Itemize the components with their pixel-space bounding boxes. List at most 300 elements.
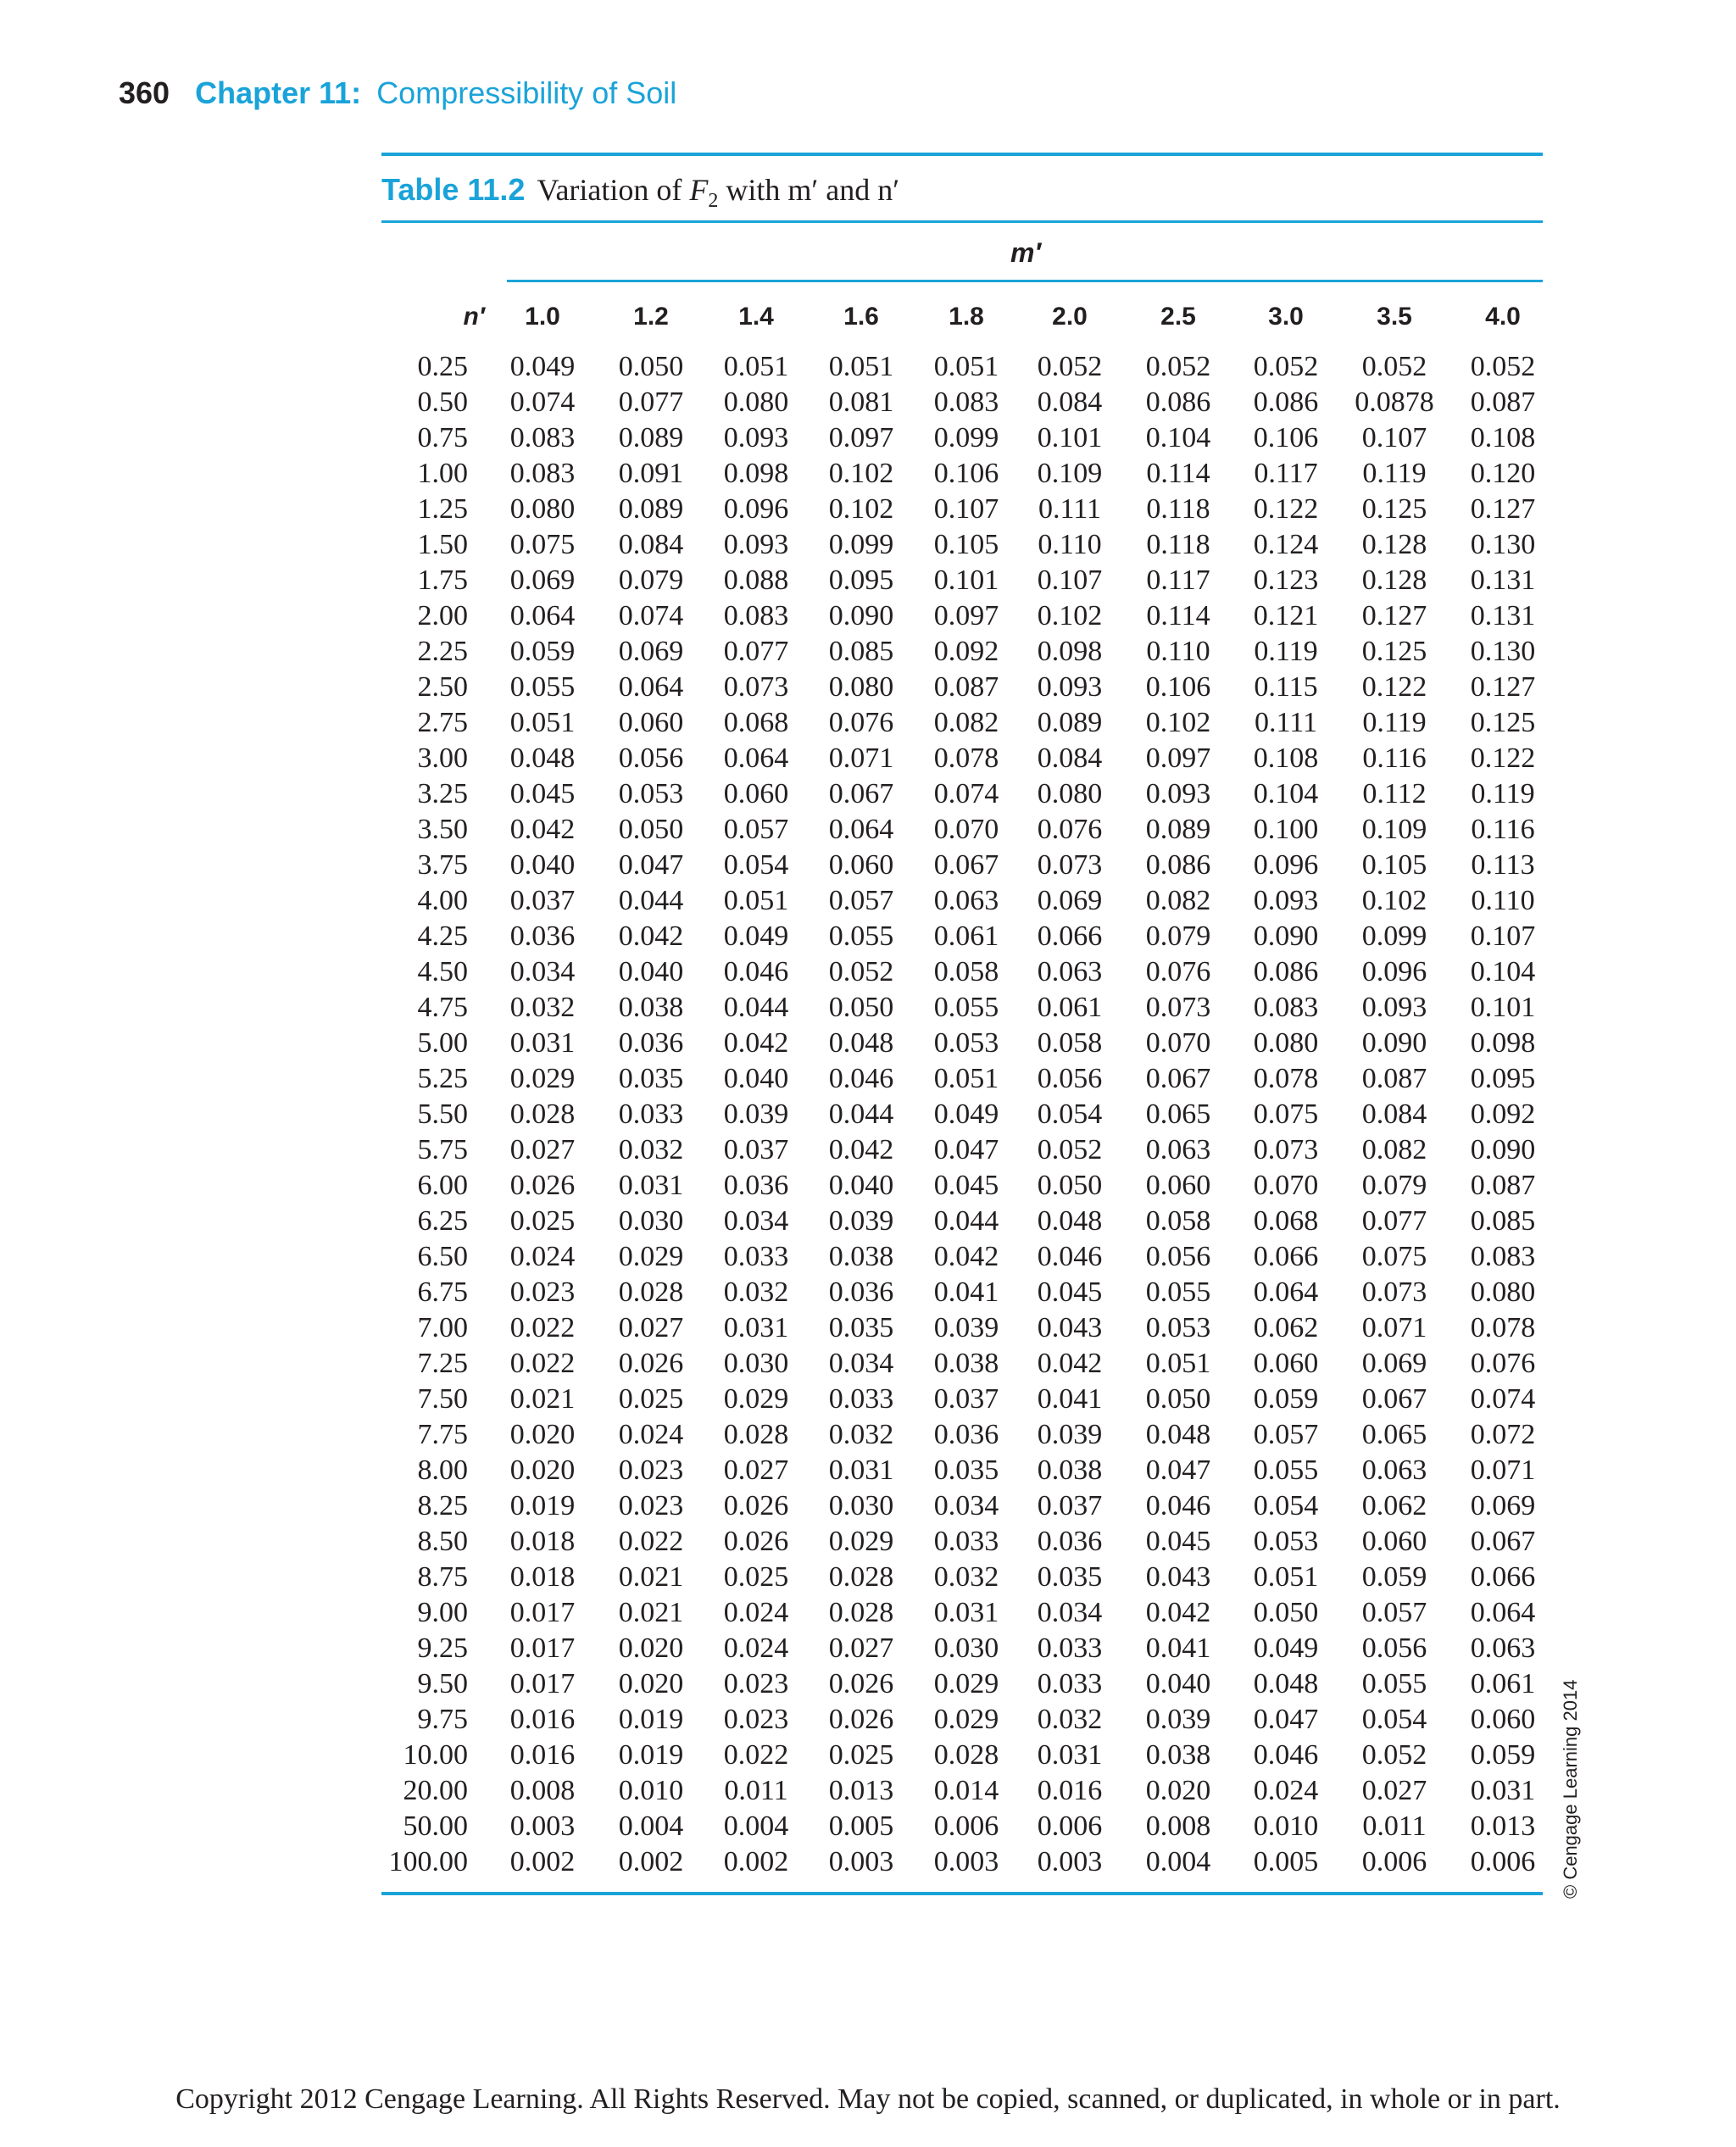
f2-value-cell: 0.076 bbox=[1145, 956, 1211, 987]
f2-value-cell: 0.063 bbox=[1037, 956, 1103, 987]
f2-value-cell: 0.073 bbox=[723, 671, 789, 703]
f2-value-cell: 0.036 bbox=[509, 921, 576, 952]
table-row bbox=[0, 1239, 1736, 1275]
f2-value-cell: 0.040 bbox=[509, 849, 576, 881]
column-header: 1.6 bbox=[843, 303, 879, 331]
f2-value-cell: 0.096 bbox=[723, 493, 789, 525]
f2-value-cell: 0.055 bbox=[933, 992, 999, 1023]
f2-value-cell: 0.025 bbox=[723, 1561, 789, 1593]
f2-value-cell: 0.069 bbox=[1361, 1348, 1427, 1379]
f2-value-cell: 0.083 bbox=[1470, 1241, 1536, 1272]
f2-value-cell: 0.128 bbox=[1361, 565, 1427, 596]
f2-value-cell: 0.060 bbox=[1470, 1704, 1536, 1735]
column-header: 3.0 bbox=[1268, 303, 1304, 331]
f2-value-cell: 0.069 bbox=[1470, 1490, 1536, 1521]
n-prime-cell: 9.00 bbox=[417, 1597, 468, 1628]
table-row bbox=[0, 1738, 1736, 1773]
f2-value-cell: 0.026 bbox=[828, 1704, 894, 1735]
f2-value-cell: 0.081 bbox=[828, 387, 894, 418]
f2-value-cell: 0.051 bbox=[933, 1063, 999, 1094]
f2-value-cell: 0.055 bbox=[1145, 1277, 1211, 1308]
f2-value-cell: 0.035 bbox=[933, 1455, 999, 1486]
f2-value-cell: 0.078 bbox=[933, 743, 999, 774]
f2-value-cell: 0.111 bbox=[1038, 493, 1101, 525]
f2-value-cell: 0.027 bbox=[618, 1312, 684, 1343]
n-prime-cell: 2.75 bbox=[417, 707, 468, 738]
f2-value-cell: 0.055 bbox=[1361, 1668, 1427, 1699]
f2-value-cell: 0.057 bbox=[1361, 1597, 1427, 1628]
f2-value-cell: 0.032 bbox=[509, 992, 576, 1023]
f2-value-cell: 0.087 bbox=[1470, 387, 1536, 418]
f2-value-cell: 0.051 bbox=[1145, 1348, 1211, 1379]
f2-value-cell: 0.114 bbox=[1146, 600, 1210, 631]
f2-value-cell: 0.108 bbox=[1470, 422, 1536, 453]
f2-value-cell: 0.086 bbox=[1145, 387, 1211, 418]
f2-value-cell: 0.124 bbox=[1253, 529, 1319, 560]
table-row bbox=[0, 349, 1736, 385]
f2-value-cell: 0.055 bbox=[828, 921, 894, 952]
f2-value-cell: 0.080 bbox=[1470, 1277, 1536, 1308]
f2-value-cell: 0.035 bbox=[1037, 1561, 1103, 1593]
table-row bbox=[0, 1132, 1736, 1168]
chapter-title: Compressibility of Soil bbox=[376, 75, 677, 110]
f2-value-cell: 0.030 bbox=[618, 1205, 684, 1237]
f2-value-cell: 0.039 bbox=[1145, 1704, 1211, 1735]
f2-value-cell: 0.055 bbox=[509, 671, 576, 703]
f2-value-cell: 0.063 bbox=[1361, 1455, 1427, 1486]
table-bottom-rule bbox=[381, 1892, 1543, 1895]
f2-value-cell: 0.122 bbox=[1470, 743, 1536, 774]
f2-value-cell: 0.084 bbox=[1361, 1099, 1427, 1130]
f2-value-cell: 0.026 bbox=[618, 1348, 684, 1379]
table-row bbox=[0, 456, 1736, 492]
f2-value-cell: 0.092 bbox=[933, 636, 999, 667]
f2-value-cell: 0.067 bbox=[1145, 1063, 1211, 1094]
f2-value-cell: 0.092 bbox=[1470, 1099, 1536, 1130]
f2-value-cell: 0.050 bbox=[618, 814, 684, 845]
table-row bbox=[0, 598, 1736, 634]
f2-value-cell: 0.083 bbox=[509, 422, 576, 453]
f2-value-cell: 0.021 bbox=[618, 1597, 684, 1628]
f2-value-cell: 0.004 bbox=[618, 1810, 684, 1842]
f2-value-cell: 0.057 bbox=[1253, 1419, 1319, 1450]
f2-value-cell: 0.096 bbox=[1253, 849, 1319, 881]
f2-value-cell: 0.006 bbox=[1470, 1846, 1536, 1877]
f2-value-cell: 0.054 bbox=[723, 849, 789, 881]
f2-value-cell: 0.029 bbox=[618, 1241, 684, 1272]
f2-value-cell: 0.029 bbox=[723, 1383, 789, 1415]
f2-value-cell: 0.052 bbox=[1470, 351, 1536, 382]
f2-value-cell: 0.031 bbox=[509, 1027, 576, 1059]
n-prime-cell: 3.25 bbox=[417, 778, 468, 809]
table-row bbox=[0, 919, 1736, 954]
f2-value-cell: 0.044 bbox=[828, 1099, 894, 1130]
f2-value-cell: 0.106 bbox=[1145, 671, 1211, 703]
n-prime-cell: 7.25 bbox=[417, 1348, 468, 1379]
column-header: 2.5 bbox=[1160, 303, 1196, 331]
f2-value-cell: 0.074 bbox=[618, 600, 684, 631]
f2-value-cell: 0.117 bbox=[1254, 458, 1318, 489]
n-prime-cell: 6.00 bbox=[417, 1170, 468, 1201]
f2-value-cell: 0.093 bbox=[723, 422, 789, 453]
f2-value-cell: 0.089 bbox=[1145, 814, 1211, 845]
f2-value-cell: 0.032 bbox=[618, 1134, 684, 1165]
f2-value-cell: 0.047 bbox=[1145, 1455, 1211, 1486]
f2-value-cell: 0.032 bbox=[723, 1277, 789, 1308]
f2-value-cell: 0.122 bbox=[1361, 671, 1427, 703]
f2-value-cell: 0.029 bbox=[828, 1526, 894, 1557]
f2-value-cell: 0.061 bbox=[1470, 1668, 1536, 1699]
n-prime-cell: 6.50 bbox=[417, 1241, 468, 1272]
f2-value-cell: 0.004 bbox=[1145, 1846, 1211, 1877]
f2-value-cell: 0.024 bbox=[723, 1597, 789, 1628]
f2-value-cell: 0.023 bbox=[509, 1277, 576, 1308]
table-row bbox=[0, 634, 1736, 670]
f2-value-cell: 0.047 bbox=[1253, 1704, 1319, 1735]
f2-value-cell: 0.065 bbox=[1145, 1099, 1211, 1130]
f2-value-cell: 0.069 bbox=[509, 565, 576, 596]
f2-value-cell: 0.097 bbox=[933, 600, 999, 631]
f2-value-cell: 0.087 bbox=[1470, 1170, 1536, 1201]
f2-value-cell: 0.110 bbox=[1146, 636, 1210, 667]
f2-value-cell: 0.041 bbox=[1037, 1383, 1103, 1415]
f2-value-cell: 0.011 bbox=[724, 1775, 788, 1806]
table-row bbox=[0, 385, 1736, 420]
f2-value-cell: 0.040 bbox=[723, 1063, 789, 1094]
f2-value-cell: 0.131 bbox=[1470, 600, 1536, 631]
f2-value-cell: 0.046 bbox=[1145, 1490, 1211, 1521]
f2-value-cell: 0.024 bbox=[618, 1419, 684, 1450]
f2-value-cell: 0.042 bbox=[509, 814, 576, 845]
f2-value-cell: 0.030 bbox=[828, 1490, 894, 1521]
f2-value-cell: 0.125 bbox=[1361, 493, 1427, 525]
f2-value-cell: 0.028 bbox=[618, 1277, 684, 1308]
f2-value-cell: 0.050 bbox=[1145, 1383, 1211, 1415]
f2-value-cell: 0.078 bbox=[1470, 1312, 1536, 1343]
f2-value-cell: 0.034 bbox=[828, 1348, 894, 1379]
f2-value-cell: 0.042 bbox=[1145, 1597, 1211, 1628]
f2-value-cell: 0.017 bbox=[509, 1632, 576, 1664]
table-row bbox=[0, 812, 1736, 848]
f2-value-cell: 0.035 bbox=[618, 1063, 684, 1094]
f2-value-cell: 0.080 bbox=[1253, 1027, 1319, 1059]
f2-value-cell: 0.029 bbox=[933, 1704, 999, 1735]
copyright-footer: Copyright 2012 Cengage Learning. All Rights Reserved. May not be copied, scanned, or duplicated, in whole or in part. bbox=[175, 2083, 1561, 2115]
table-row bbox=[0, 705, 1736, 741]
f2-value-cell: 0.020 bbox=[618, 1632, 684, 1664]
f2-value-cell: 0.057 bbox=[828, 885, 894, 916]
f2-value-cell: 0.084 bbox=[1037, 387, 1103, 418]
f2-value-cell: 0.053 bbox=[618, 778, 684, 809]
f2-value-cell: 0.093 bbox=[1361, 992, 1427, 1023]
f2-value-cell: 0.097 bbox=[1145, 743, 1211, 774]
f2-value-cell: 0.051 bbox=[723, 885, 789, 916]
caption-rule bbox=[381, 220, 1543, 223]
n-prime-cell: 6.25 bbox=[417, 1205, 468, 1237]
f2-value-cell: 0.031 bbox=[933, 1597, 999, 1628]
f2-value-cell: 0.026 bbox=[509, 1170, 576, 1201]
f2-value-cell: 0.083 bbox=[1253, 992, 1319, 1023]
n-prime-cell: 6.75 bbox=[417, 1277, 468, 1308]
f2-value-cell: 0.003 bbox=[509, 1810, 576, 1842]
f2-value-cell: 0.121 bbox=[1253, 600, 1319, 631]
table-row bbox=[0, 1204, 1736, 1239]
f2-value-cell: 0.116 bbox=[1471, 814, 1535, 845]
n-prime-cell: 3.75 bbox=[417, 849, 468, 881]
f2-value-cell: 0.008 bbox=[509, 1775, 576, 1806]
f2-value-cell: 0.060 bbox=[618, 707, 684, 738]
f2-value-cell: 0.020 bbox=[1145, 1775, 1211, 1806]
table-row bbox=[0, 1844, 1736, 1880]
f2-value-cell: 0.040 bbox=[618, 956, 684, 987]
f2-value-cell: 0.056 bbox=[1145, 1241, 1211, 1272]
f2-value-cell: 0.069 bbox=[618, 636, 684, 667]
n-prime-cell: 1.25 bbox=[417, 493, 468, 525]
table-row bbox=[0, 563, 1736, 598]
table-row bbox=[0, 848, 1736, 883]
f2-value-cell: 0.071 bbox=[1361, 1312, 1427, 1343]
f2-value-cell: 0.107 bbox=[1361, 422, 1427, 453]
f2-value-cell: 0.028 bbox=[828, 1561, 894, 1593]
table-row bbox=[0, 1097, 1736, 1132]
f2-value-cell: 0.089 bbox=[618, 493, 684, 525]
f2-value-cell: 0.037 bbox=[509, 885, 576, 916]
table-row bbox=[0, 1560, 1736, 1595]
f2-value-cell: 0.039 bbox=[933, 1312, 999, 1343]
f2-value-cell: 0.052 bbox=[1361, 351, 1427, 382]
f2-value-cell: 0.005 bbox=[828, 1810, 894, 1842]
f2-value-cell: 0.125 bbox=[1361, 636, 1427, 667]
f2-value-cell: 0.118 bbox=[1146, 529, 1210, 560]
f2-value-cell: 0.040 bbox=[828, 1170, 894, 1201]
f2-value-cell: 0.044 bbox=[618, 885, 684, 916]
table-row bbox=[0, 1809, 1736, 1844]
f2-value-cell: 0.064 bbox=[828, 814, 894, 845]
f2-value-cell: 0.064 bbox=[1470, 1597, 1536, 1628]
f2-value-cell: 0.027 bbox=[723, 1455, 789, 1486]
f2-value-cell: 0.082 bbox=[1361, 1134, 1427, 1165]
f2-value-cell: 0.023 bbox=[618, 1455, 684, 1486]
f2-value-cell: 0.050 bbox=[618, 351, 684, 382]
n-prime-cell: 7.00 bbox=[417, 1312, 468, 1343]
f2-value-cell: 0.050 bbox=[1253, 1597, 1319, 1628]
f2-value-cell: 0.008 bbox=[1145, 1810, 1211, 1842]
f2-value-cell: 0.102 bbox=[828, 458, 894, 489]
f2-value-cell: 0.045 bbox=[1145, 1526, 1211, 1557]
caption-text: Variation of bbox=[537, 173, 690, 207]
table-row bbox=[0, 1061, 1736, 1097]
f2-value-cell: 0.028 bbox=[828, 1597, 894, 1628]
f2-value-cell: 0.060 bbox=[1145, 1170, 1211, 1201]
f2-value-cell: 0.016 bbox=[1037, 1775, 1103, 1806]
caption-rest: with m′ and n′ bbox=[718, 173, 900, 207]
table-row bbox=[0, 1453, 1736, 1488]
column-header: 4.0 bbox=[1485, 303, 1521, 331]
n-prime-cell: 7.50 bbox=[417, 1383, 468, 1415]
f2-value-cell: 0.087 bbox=[933, 671, 999, 703]
f2-value-cell: 0.082 bbox=[1145, 885, 1211, 916]
f2-value-cell: 0.037 bbox=[723, 1134, 789, 1165]
f2-value-cell: 0.073 bbox=[1145, 992, 1211, 1023]
f2-value-cell: 0.060 bbox=[1361, 1526, 1427, 1557]
f2-value-cell: 0.102 bbox=[1037, 600, 1103, 631]
f2-value-cell: 0.051 bbox=[723, 351, 789, 382]
f2-value-cell: 0.122 bbox=[1253, 493, 1319, 525]
n-prime-cell: 0.75 bbox=[417, 422, 468, 453]
f2-value-cell: 0.048 bbox=[828, 1027, 894, 1059]
f2-value-cell: 0.033 bbox=[933, 1526, 999, 1557]
f2-value-cell: 0.036 bbox=[1037, 1526, 1103, 1557]
f2-value-cell: 0.022 bbox=[723, 1739, 789, 1771]
f2-value-cell: 0.076 bbox=[1037, 814, 1103, 845]
f2-value-cell: 0.049 bbox=[933, 1099, 999, 1130]
n-prime-cell: 2.50 bbox=[417, 671, 468, 703]
f2-value-cell: 0.105 bbox=[933, 529, 999, 560]
f2-value-cell: 0.018 bbox=[509, 1561, 576, 1593]
column-header-row bbox=[0, 298, 1736, 336]
f2-value-cell: 0.118 bbox=[1146, 493, 1210, 525]
f2-value-cell: 0.065 bbox=[1361, 1419, 1427, 1450]
f2-value-cell: 0.005 bbox=[1253, 1846, 1319, 1877]
n-prime-cell: 8.50 bbox=[417, 1526, 468, 1557]
f2-value-cell: 0.013 bbox=[828, 1775, 894, 1806]
f2-value-cell: 0.112 bbox=[1362, 778, 1427, 809]
n-prime-cell: 5.75 bbox=[417, 1134, 468, 1165]
f2-value-cell: 0.064 bbox=[723, 743, 789, 774]
side-credit bbox=[1556, 1679, 1590, 2102]
f2-value-cell: 0.056 bbox=[1361, 1632, 1427, 1664]
f2-value-cell: 0.022 bbox=[509, 1348, 576, 1379]
f2-value-cell: 0.080 bbox=[723, 387, 789, 418]
table-row bbox=[0, 1168, 1736, 1204]
f2-value-cell: 0.066 bbox=[1470, 1561, 1536, 1593]
f2-value-cell: 0.021 bbox=[509, 1383, 576, 1415]
f2-value-cell: 0.068 bbox=[1253, 1205, 1319, 1237]
f2-value-cell: 0.002 bbox=[618, 1846, 684, 1877]
f2-value-cell: 0.039 bbox=[828, 1205, 894, 1237]
f2-value-cell: 0.058 bbox=[1037, 1027, 1103, 1059]
f2-value-cell: 0.045 bbox=[933, 1170, 999, 1201]
column-header: 1.8 bbox=[949, 303, 984, 331]
f2-value-cell: 0.056 bbox=[618, 743, 684, 774]
f2-value-cell: 0.031 bbox=[723, 1312, 789, 1343]
f2-value-cell: 0.104 bbox=[1253, 778, 1319, 809]
f2-value-cell: 0.038 bbox=[933, 1348, 999, 1379]
f2-value-cell: 0.032 bbox=[933, 1561, 999, 1593]
f2-value-cell: 0.074 bbox=[933, 778, 999, 809]
f2-value-cell: 0.053 bbox=[1253, 1526, 1319, 1557]
f2-value-cell: 0.079 bbox=[1361, 1170, 1427, 1201]
f2-value-cell: 0.080 bbox=[828, 671, 894, 703]
f2-value-cell: 0.086 bbox=[1253, 956, 1319, 987]
f2-value-cell: 0.064 bbox=[1253, 1277, 1319, 1308]
f2-value-cell: 0.107 bbox=[933, 493, 999, 525]
table-row bbox=[0, 670, 1736, 705]
f2-value-cell: 0.042 bbox=[1037, 1348, 1103, 1379]
f2-value-cell: 0.048 bbox=[1037, 1205, 1103, 1237]
f2-value-cell: 0.014 bbox=[933, 1775, 999, 1806]
f2-value-cell: 0.073 bbox=[1253, 1134, 1319, 1165]
f2-value-cell: 0.031 bbox=[828, 1455, 894, 1486]
column-header: 1.4 bbox=[738, 303, 774, 331]
f2-value-cell: 0.025 bbox=[618, 1383, 684, 1415]
f2-value-cell: 0.049 bbox=[1253, 1632, 1319, 1664]
f2-value-cell: 0.036 bbox=[618, 1027, 684, 1059]
f2-value-cell: 0.051 bbox=[828, 351, 894, 382]
table-row bbox=[0, 1310, 1736, 1346]
n-prime-cell: 8.25 bbox=[417, 1490, 468, 1521]
f2-value-cell: 0.082 bbox=[933, 707, 999, 738]
f2-value-cell: 0.016 bbox=[509, 1704, 576, 1735]
f2-value-cell: 0.013 bbox=[1470, 1810, 1536, 1842]
f2-value-cell: 0.078 bbox=[1253, 1063, 1319, 1094]
f2-value-cell: 0.098 bbox=[1470, 1027, 1536, 1059]
f2-value-cell: 0.022 bbox=[618, 1526, 684, 1557]
f2-value-cell: 0.120 bbox=[1470, 458, 1536, 489]
f2-value-cell: 0.020 bbox=[509, 1419, 576, 1450]
table-caption bbox=[381, 171, 899, 220]
f2-value-cell: 0.033 bbox=[723, 1241, 789, 1272]
f2-value-cell: 0.071 bbox=[1470, 1455, 1536, 1486]
f2-value-cell: 0.119 bbox=[1362, 707, 1427, 738]
f2-value-cell: 0.087 bbox=[1361, 1063, 1427, 1094]
f2-value-cell: 0.075 bbox=[1361, 1241, 1427, 1272]
f2-value-cell: 0.052 bbox=[1361, 1739, 1427, 1771]
f2-value-cell: 0.031 bbox=[1470, 1775, 1536, 1806]
f2-value-cell: 0.063 bbox=[1470, 1632, 1536, 1664]
f2-value-cell: 0.080 bbox=[1037, 778, 1103, 809]
f2-value-cell: 0.042 bbox=[618, 921, 684, 952]
f2-value-cell: 0.048 bbox=[509, 743, 576, 774]
f2-value-cell: 0.060 bbox=[723, 778, 789, 809]
side-credit-text: © Cengage Learning 2014 bbox=[1560, 1679, 1581, 1899]
f2-value-cell: 0.131 bbox=[1470, 565, 1536, 596]
f2-value-cell: 0.052 bbox=[828, 956, 894, 987]
f2-value-cell: 0.070 bbox=[933, 814, 999, 845]
f2-value-cell: 0.110 bbox=[1471, 885, 1535, 916]
f2-value-cell: 0.022 bbox=[509, 1312, 576, 1343]
f2-value-cell: 0.017 bbox=[509, 1597, 576, 1628]
f2-value-cell: 0.119 bbox=[1254, 636, 1318, 667]
f2-value-cell: 0.067 bbox=[1361, 1383, 1427, 1415]
f2-value-cell: 0.099 bbox=[828, 529, 894, 560]
f2-value-cell: 0.091 bbox=[618, 458, 684, 489]
f2-value-cell: 0.037 bbox=[933, 1383, 999, 1415]
n-prime-cell: 1.75 bbox=[417, 565, 468, 596]
page-header bbox=[119, 75, 676, 112]
f2-value-cell: 0.054 bbox=[1361, 1704, 1427, 1735]
n-prime-cell: 1.50 bbox=[417, 529, 468, 560]
n-prime-cell: 50.00 bbox=[403, 1810, 468, 1842]
table-row bbox=[0, 1488, 1736, 1524]
table-row bbox=[0, 1524, 1736, 1560]
n-prime-cell: 9.50 bbox=[417, 1668, 468, 1699]
f2-value-cell: 0.074 bbox=[509, 387, 576, 418]
f2-value-cell: 0.045 bbox=[509, 778, 576, 809]
f2-value-cell: 0.067 bbox=[828, 778, 894, 809]
page-number: 360 bbox=[119, 75, 170, 110]
f2-value-cell: 0.107 bbox=[1470, 921, 1536, 952]
f2-value-cell: 0.073 bbox=[1361, 1277, 1427, 1308]
f2-value-cell: 0.051 bbox=[1253, 1561, 1319, 1593]
f2-value-cell: 0.052 bbox=[1145, 351, 1211, 382]
n-prime-cell: 9.75 bbox=[417, 1704, 468, 1735]
table-row bbox=[0, 1382, 1736, 1417]
f2-value-cell: 0.041 bbox=[1145, 1632, 1211, 1664]
f2-value-cell: 0.097 bbox=[828, 422, 894, 453]
f2-value-cell: 0.004 bbox=[723, 1810, 789, 1842]
f2-value-cell: 0.041 bbox=[933, 1277, 999, 1308]
